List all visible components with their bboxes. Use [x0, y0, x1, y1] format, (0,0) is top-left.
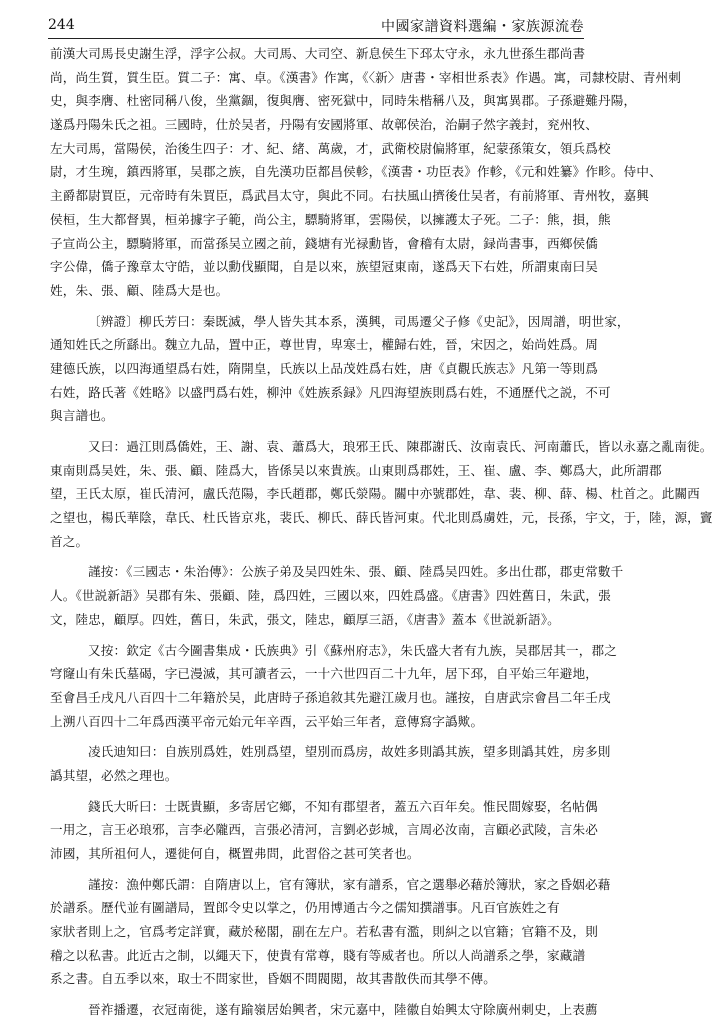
- text-line: 系之書。自五季以來，取士不問家世，昏姻不問閥閲，故其書散佚而其學不傳。: [50, 971, 497, 987]
- paragraph-zhu-origin: [50, 42, 682, 303]
- paragraph-you-yue: [50, 435, 713, 553]
- text-line: 侯桓，生大都督異，桓弟據字子範，尚公主，驃騎將軍，雲陽侯，以擁護太子死。二子：熊，損，熊: [50, 211, 611, 227]
- text-line: 晉祚播遷，衣冠南徙，遂有踰嶺居始興者，宋元嘉中，陸徽自始興太守除廣州刺史，上表薦: [88, 1002, 598, 1018]
- text-line: 與言譜也。: [50, 408, 114, 424]
- text-line: 史，與李膺、杜密同稱八俊，坐黨錮，復與膺、密死獄中，同時朱楷稱八及，與寓異郡。子孫避難丹陽，: [50, 93, 637, 109]
- text-line: 譌其望，必然之理也。: [50, 767, 178, 783]
- text-line: 至會昌壬戌凡八百四十二年籍於吴，此唐時子孫追敘其先避江歲月也。謹按，自唐武宗會昌二年壬戌: [50, 689, 611, 705]
- text-line: 文，陸忠，顧厚。四姓，舊日，朱武，張文，陸忠，顧厚三語，《唐書》蓋本《世説新語》。: [50, 611, 560, 627]
- text-line: 遂爲丹陽朱氏之祖。三國時，仕於吴者，丹陽有安國將軍、故鄣侯治，治嗣子然字義封，兖州牧、: [50, 117, 598, 133]
- text-line: 謹按：《三國志・朱治傳》：公族子弟及吴四姓朱、張、顧、陸爲吴四姓。多出仕郡，郡吏常數千: [88, 564, 624, 580]
- paragraph-jinan-sanguozhi: [50, 560, 624, 631]
- text-line: 〔辨證〕柳氏芳曰：秦既滅，學人皆失其本系，漢興，司馬遷父子修《史記》，因周譜，明世家，: [88, 313, 630, 329]
- text-line: 上溯八百四十二年爲西漢平帝元始元年辛酉，云平始三年者，意傳寫字譌歟。: [50, 713, 484, 729]
- text-line: 謹按：漁仲鄭氏謂：自隋唐以上，官有簿狀，家有譜系，官之選舉必藉於簿狀，家之昏姻必藉: [88, 876, 611, 892]
- text-line: 人。《世説新語》吴郡有朱、張顧、陸，爲四姓，三國以來，四姓爲盛。《唐書》四姓舊日，朱武，張: [50, 588, 611, 604]
- paragraph-you-an: [50, 639, 617, 734]
- text-line: 又按：欽定《古今圖書集成・氏族典》引《蘇州府志》，朱氏盛大者有九族，吴郡居其一，郡之: [88, 642, 617, 658]
- page-number: 244: [48, 17, 75, 33]
- text-line: 之望也，楊氏華陰，韋氏、杜氏皆京兆，裴氏、柳氏、薛氏皆河東。代北則爲虜姓，元，長孫，宇文，于，陸，源，竇: [50, 510, 713, 526]
- text-line: 首之。: [50, 533, 89, 549]
- text-line: 家狀者則上之，官爲考定詳實，藏於秘閣，副在左户。若私書有濫，則糾之以官籍；官籍不及，則: [50, 924, 598, 940]
- text-line: 凌氏迪知曰：自族別爲姓，姓別爲望，望別而爲房，故姓多則譌其族，望多則譌其姓，房多則: [88, 744, 611, 760]
- text-line: 尉，才生琬，鎮西將軍，吴郡之族，自先漢功臣都昌侯軫，《漢書・功臣表》作軫，《元和姓纂》作畛。侍中、: [50, 164, 662, 180]
- text-line: 姓，朱、張、顧、陸爲大是也。: [50, 282, 229, 298]
- text-line: 於譜系。歷代並有圖譜局，置郎令史以掌之，仍用博通古今之儒知撰譜事。凡百官族姓之有: [50, 900, 560, 916]
- paragraph-bianzheng: [50, 310, 630, 428]
- text-line: 望，王氏太原，崔氏清河，盧氏范陽，李氏趙郡，鄭氏滎陽。關中亦號郡姓，韋、裴、柳、薛、楊、杜首之。此關西: [50, 486, 700, 502]
- book-title: 中國家譜資料選編・家族源流卷: [381, 19, 584, 35]
- paragraph-qian-shi: [50, 795, 598, 866]
- text-line: 稽之以私書。此近古之制，以繩天下，使貴有常尊，賤有等威者也。所以人尚譜系之學，家藏譜: [50, 947, 586, 963]
- text-line: 字公偉，僑子豫章太守皓，並以勳伐顯聞，自是以來，族望冠東南，遂爲天下右姓，所謂東南曰吴: [50, 259, 598, 275]
- paragraph-ling-shi: [50, 740, 611, 787]
- text-line: 一用之，言王必琅邪，言李必隴西，言張必清河，言劉必彭城，言周必汝南，言顧必武陵，言朱必: [50, 822, 598, 838]
- text-line: 穹窿山有朱氏墓碣，字已漫滅，其可讀者云，一十六世四百二十九年，居下邳，自平始三年避地，: [50, 666, 598, 682]
- paragraph-jinzuo: [62, 998, 598, 1022]
- text-line: 前漢大司馬長史謝生浮，浮字公叔。大司馬、大司空、新息侯生下邳太守永，永九世孫生郡尚書: [50, 46, 586, 61]
- page-header: [48, 14, 584, 39]
- text-line: 子宣尚公主，驃騎將軍，而當孫吴立國之前，錢塘有光禄勳皆，會稽有太尉，録尚書事，西鄉侯僑: [50, 235, 598, 251]
- text-line: 錢氏大昕曰：士既貴顯，多寄居它鄉，不知有郡望者，蓋五六百年矣。惟民間嫁娶，名帖偶: [88, 798, 598, 814]
- text-line: 建德氏族，以四海通望爲右姓，隋開皇，氏族以上品茂姓爲右姓，唐《貞觀氏族志》凡第一等則爲: [50, 360, 598, 376]
- text-line: 左大司馬，當陽侯，治後生四子：才、紀、緒、萬歲，才，武衛校尉偏將軍，紀蒙孫策女，領兵爲校: [50, 140, 611, 156]
- text-line: 又曰：過江則爲僑姓，王、謝、袁、蕭爲大，琅邪王氏、陳郡謝氏、汝南袁氏、河南蕭氏，皆以永嘉之亂南徙。: [88, 439, 713, 454]
- text-line: 尚，尚生質，質生臣。質二子：寓、卓。《漢書》作寓，《〈新〉唐書・宰相世系表》作遇。寓，司隸校尉、青州刺: [50, 69, 682, 85]
- text-line: 東南則爲吴姓，朱、張、顧、陸爲大，皆係吴以來貴族。山東則爲郡姓，王、崔、盧、李、鄭爲大，此所謂郡: [50, 462, 662, 478]
- text-line: 沛國，其所祖何人，遷徙何自，概置弗問，此習俗之甚可笑者也。: [50, 846, 420, 861]
- page-body: [50, 42, 713, 1018]
- text-line: 主爵都尉買臣，元帝時有朱買臣，爲武昌太守，與此不同。右扶風山擠後仕吴者，有前將軍、青州牧，嘉興: [50, 188, 649, 204]
- text-line: 右姓，路氏著《姓略》以盛門爲右姓，柳沖《姓族系録》凡四海望族則爲右姓，不通歷代之説，不可: [50, 384, 611, 400]
- paragraph-jinan-zheng: [50, 873, 611, 991]
- text-line: 通知姓氏之所繇出。魏立九品，置中正，尊世胄，卑寒士，權歸右姓，晉，宋因之，始尚姓爲。周: [50, 337, 598, 353]
